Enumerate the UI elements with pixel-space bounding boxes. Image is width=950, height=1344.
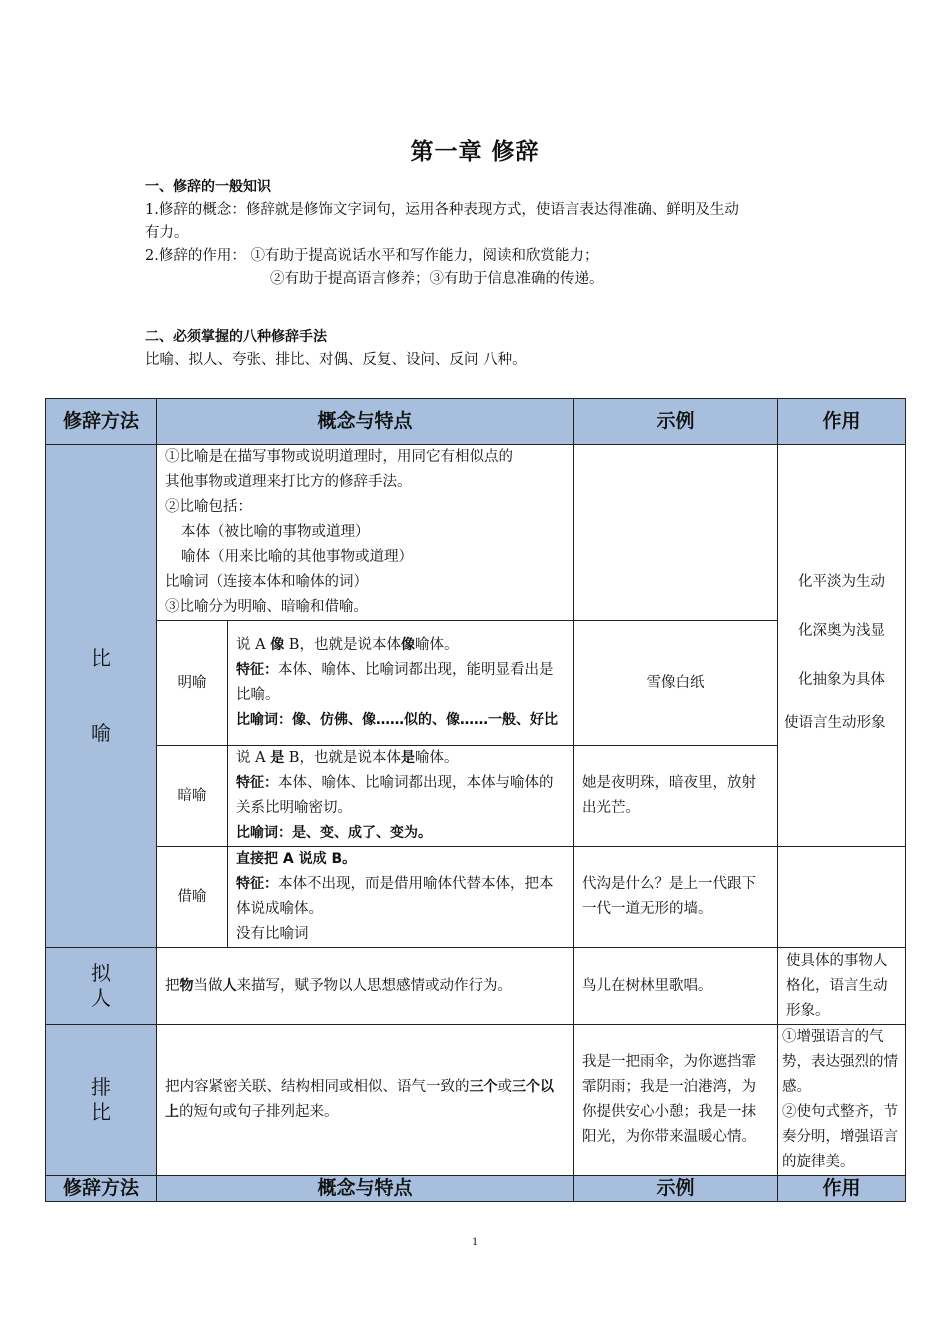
niren-effect: 使具体的事物人格化，语言生动形象。 [778, 948, 906, 1025]
section-2-heading: 二、必须掌握的八种修辞手法 [145, 329, 327, 345]
page-title: 第一章 修辞 [410, 139, 540, 165]
concept-line-2: 有力。 [145, 225, 189, 241]
paibi-effect: ①增强语言的气势，表达强烈的情感。 ②使句式整齐，节奏分明，增强语言的旋律美。 [778, 1025, 906, 1176]
jieyu-definition: 直接把 A 说成 B。 特征：本体不出现，而是借用喻体代替本体，把本体说成喻体。 没有比喻词 [228, 847, 574, 948]
footer-header-concept: 概念与特点 [157, 1176, 574, 1202]
footer-header-effect: 作用 [778, 1176, 906, 1202]
method-niren: 拟 人 [46, 948, 157, 1025]
header-example: 示例 [574, 399, 778, 445]
anyu-definition: 说 A 是 B，也就是说本体是喻体。 特征：本体、喻体、比喻词都出现，本体与喻体的关系比明喻密切。 比喻词：是、变、成了、变为。 [228, 746, 574, 847]
table-row-paibi [46, 1025, 906, 1176]
table-row-mingyu [46, 621, 906, 746]
method-paibi: 排 比 [46, 1025, 157, 1176]
page-number: 1 [472, 1234, 478, 1248]
footer-header-method: 修辞方法 [46, 1176, 157, 1202]
header-effect: 作用 [778, 399, 906, 445]
jieyu-effect-empty [778, 847, 906, 948]
mingyu-example: 雪像白纸 [574, 621, 778, 746]
role-line-2: ②有助于提高语言修养；③有助于信息准确的传递。 [270, 271, 604, 287]
section-2-list: 比喻、拟人、夸张、排比、对偶、反复、设问、反问 八种。 [145, 352, 527, 368]
table-footer-header-row [46, 1176, 906, 1202]
mingyu-definition: 说 A 像 B，也就是说本体像喻体。 特征：本体、喻体、比喻词都出现，能明显看出是比喻。 比喻词：像、仿佛、像……似的、像……一般、好比 [228, 621, 574, 746]
header-method: 修辞方法 [46, 399, 157, 445]
paibi-example: 我是一把雨伞，为你遮挡霏霏阴雨；我是一泊港湾，为你提供安心小憩；我是一抹阳光，为你带来温暖心情。 [574, 1025, 778, 1176]
rhetoric-table [45, 398, 906, 1202]
table-row-anyu [46, 746, 906, 847]
section-1-heading: 一、修辞的一般知识 [145, 179, 271, 195]
biyu-effects: 化平淡为生动 化深奥为浅显 化抽象为具体 使语言生动形象 [778, 445, 906, 847]
table-row-niren [46, 948, 906, 1025]
section-2 [145, 326, 825, 372]
method-biyu: 比 喻 [46, 445, 157, 948]
anyu-label: 暗喻 [157, 746, 228, 847]
mingyu-label: 明喻 [157, 621, 228, 746]
header-concept: 概念与特点 [157, 399, 574, 445]
anyu-example: 她是夜明珠，暗夜里，放射出光芒。 [574, 746, 778, 847]
concept-line-1: 1.修辞的概念：修辞就是修饰文字词句，运用各种表现方式，使语言表达得准确、鲜明及生动 [145, 202, 739, 218]
role-line-1: 2.修辞的作用： ①有助于提高说话水平和写作能力，阅读和欣赏能力； [145, 248, 599, 264]
table-row-jieyu [46, 847, 906, 948]
paibi-definition: 把内容紧密关联、结构相同或相似、语气一致的三个或三个以上的短句或句子排列起来。 [157, 1025, 574, 1176]
biyu-definition: ①比喻是在描写事物或说明道理时，用同它有相似点的 其他事物或道理来打比方的修辞手法。 ②比喻包括： 本体（被比喻的事物或道理） 喻体（用来比喻的其他事物或道理） 比喻词（连接本体和喻体的词） ③比喻分为明喻、暗喻和借喻。 [157, 445, 574, 621]
niren-example: 鸟儿在树林里歌唱。 [574, 948, 778, 1025]
jieyu-label: 借喻 [157, 847, 228, 948]
niren-definition: 把物当做人来描写，赋予物以人思想感情或动作行为。 [157, 948, 574, 1025]
jieyu-example: 代沟是什么？是上一代跟下一代一道无形的墙。 [574, 847, 778, 948]
table-row-biyu [46, 445, 906, 621]
table-header-row [46, 399, 906, 445]
section-1 [145, 176, 825, 291]
footer-header-example: 示例 [574, 1176, 778, 1202]
biyu-example-empty [574, 445, 778, 621]
